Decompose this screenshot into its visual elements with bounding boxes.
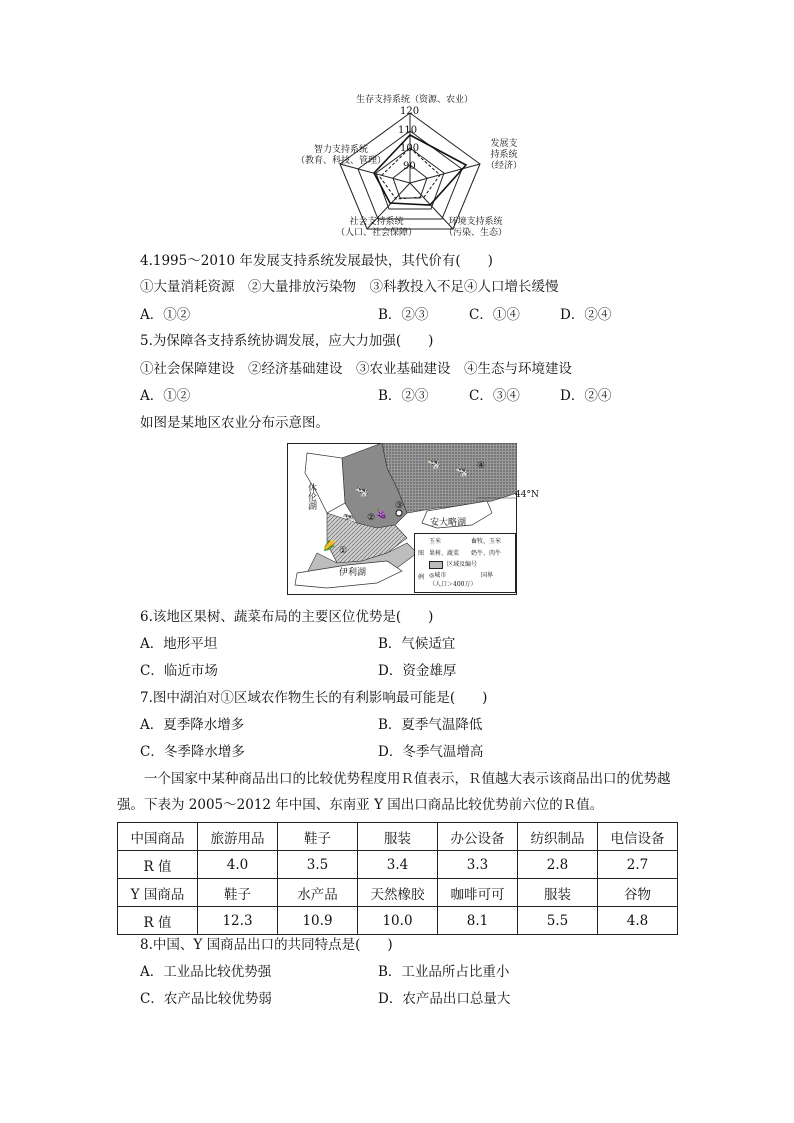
table-cell: 10.0 [358, 907, 438, 935]
q7-stem: 7.图中湖泊对①区域农作物生长的有利影响最可能是( ) [140, 690, 488, 706]
cow-icon: 🐄 [455, 465, 469, 478]
table-cell: 谷物 [598, 879, 678, 907]
q7-option-d[interactable]: D．冬季气温增高 [378, 744, 484, 760]
radar-tick-110: 110 [398, 125, 418, 136]
cow-icon: 🐄 [427, 457, 441, 470]
table-row [118, 823, 678, 851]
legend-title-2: 例 [418, 574, 425, 581]
map-lake-erie-label: 伊利湖 [339, 568, 367, 578]
table-cell: 8.1 [438, 907, 518, 935]
map-lake-huron-label: 休伦湖 [306, 483, 316, 510]
radar-tick-100: 100 [400, 143, 420, 154]
r-value-paragraph: 一个国家中某种商品出口的比较优势程度用Ｒ值表示，Ｒ值越大表示该商品出口的优势越强。下表为 2005～2012 年中国、东南亚 Y 国出口商品比较优势前六位的Ｒ值。 [117, 771, 671, 813]
legend-border: 国界 [481, 572, 494, 579]
q4-option-d[interactable]: D．②④ [560, 307, 612, 323]
map-region-1-label: ① [339, 546, 348, 556]
table-cell: 3.5 [278, 851, 358, 879]
table-cell: 2.7 [598, 851, 678, 879]
map-lake-ontario-label: 安大略湖 [430, 518, 467, 528]
radar-label-intellect [296, 145, 386, 167]
q8-option-c[interactable]: C．农产品比较优势弱 [140, 991, 272, 1007]
table-row [118, 879, 678, 907]
cow-icon: 🐄 [355, 485, 369, 498]
table-cell: Y 国商品 [118, 879, 198, 907]
q4-option-a[interactable]: A．①② [140, 307, 191, 323]
table-cell: 4.0 [198, 851, 278, 879]
map-legend [414, 533, 516, 593]
q6-option-d[interactable]: D．资金雄厚 [378, 663, 457, 679]
legend-title-1: 图 [418, 550, 425, 557]
q6-option-b[interactable]: B．气候适宜 [378, 636, 456, 652]
map-latitude-label: 44°N [515, 490, 539, 500]
radar-label-development [486, 139, 522, 172]
fruit-icon: 🍇 [375, 509, 388, 520]
legend-city-note: （人口＞400万） [429, 581, 477, 588]
table-cell: 12.3 [198, 907, 278, 935]
radar-label-development-line1: 发展支 [490, 139, 518, 149]
legend-fruit-veg: 果树、蔬菜 [429, 550, 460, 557]
table-cell: 3.4 [358, 851, 438, 879]
q6-stem: 6.该地区果树、蔬菜布局的主要区位优势是( ) [140, 609, 434, 625]
agriculture-map [287, 443, 539, 595]
table-cell: 天然橡胶 [358, 879, 438, 907]
q4-option-c[interactable]: C．①④ [469, 307, 520, 323]
radar-label-survival: 生存支持系统（资源、农业） [356, 95, 474, 105]
q4-option-b[interactable]: B．②③ [378, 307, 429, 323]
table-row [118, 851, 678, 879]
table-cell: 鞋子 [278, 823, 358, 851]
q5-option-b[interactable]: B．②③ [378, 388, 429, 404]
q6-option-a[interactable]: A．地形平坦 [140, 636, 218, 652]
radar-label-environment-line1: 环境支持系统 [448, 217, 503, 227]
table-row [118, 907, 678, 935]
legend-corn: 玉米 [429, 538, 442, 545]
q7-option-c[interactable]: C．冬季降水增多 [140, 744, 245, 760]
radar-label-environment [444, 217, 507, 239]
legend-region-swatch [429, 561, 443, 569]
table-cell: 服装 [358, 823, 438, 851]
q8-option-a[interactable]: A．工业品比较优势强 [140, 964, 272, 980]
q5-stem: 5.为保障各支持系统协调发展，应大力加强( ) [140, 333, 434, 349]
radar-chart [290, 93, 530, 243]
q6-option-c[interactable]: C．临近市场 [140, 663, 218, 679]
table-cell: 电信设备 [598, 823, 678, 851]
legend-city: ◎城市 [429, 572, 447, 579]
cow-icon: 🐄 [342, 513, 355, 524]
table-cell: R 值 [118, 851, 198, 879]
radar-label-intellect-line1: 智力支持系统 [314, 145, 369, 155]
corn-icon: 🌽 [323, 541, 336, 552]
q5-option-c[interactable]: C．③④ [469, 388, 520, 404]
legend-dairy-meat: 奶牛、肉牛 [471, 550, 502, 557]
radar-label-intellect-line2: （教育、科技、管理） [296, 156, 387, 166]
radar-tick-120: 120 [400, 106, 420, 117]
map-region-4-label: ④ [477, 461, 486, 471]
map-region-2-label: ② [367, 513, 376, 523]
table-cell: 鞋子 [198, 879, 278, 907]
q5-option-a[interactable]: A．①② [140, 388, 191, 404]
table-cell: 旅游用品 [198, 823, 278, 851]
q5-items: ①社会保障建设 ②经济基础建设 ③农业基础建设 ④生态与环境建设 [140, 361, 572, 377]
table-cell: 4.8 [598, 907, 678, 935]
q7-option-a[interactable]: A．夏季降水增多 [140, 717, 245, 733]
map-intro: 如图是某地区农业分布示意图。 [140, 415, 329, 431]
q4-stem: 4.1995～2010 年发展支持系统发展最快，其代价有( ) [140, 253, 493, 269]
map-region-3-label: ③ [395, 501, 404, 511]
table-cell: 2.8 [518, 851, 598, 879]
radar-label-society-line2: （人口、社会保障） [336, 228, 418, 238]
q8-stem: 8.中国、Y 国商品出口的共同特点是( ) [140, 937, 393, 953]
radar-tick-90: 90 [403, 161, 416, 172]
radar-label-development-line2: 持系统 [490, 150, 518, 160]
radar-label-development-line3: （经济） [486, 161, 523, 171]
table-cell: 水产品 [278, 879, 358, 907]
q7-option-b[interactable]: B．夏季气温降低 [378, 717, 483, 733]
radar-label-society [336, 217, 417, 239]
table-cell: 纺织制品 [518, 823, 598, 851]
table-cell: 咖啡可可 [438, 879, 518, 907]
table-cell: 10.9 [278, 907, 358, 935]
table-cell: R 值 [118, 907, 198, 935]
table-cell: 中国商品 [118, 823, 198, 851]
q8-option-d[interactable]: D．农产品出口总量大 [378, 991, 511, 1007]
legend-livestock-corn: 畜牧、玉米 [471, 538, 502, 545]
q4-items: ①大量消耗资源 ②大量排放污染物 ③科教投入不足④人口增长缓慢 [140, 279, 559, 295]
table-cell: 3.3 [438, 851, 518, 879]
table-cell: 5.5 [518, 907, 598, 935]
r-value-table [117, 822, 678, 935]
radar-label-environment-line2: （污染、生态） [444, 228, 508, 238]
table-cell: 办公设备 [438, 823, 518, 851]
radar-label-society-line1: 社会支持系统 [349, 217, 404, 227]
q5-option-d[interactable]: D．②④ [560, 388, 612, 404]
table-cell: 服装 [518, 879, 598, 907]
q8-option-b[interactable]: B．工业品所占比重小 [378, 964, 510, 980]
legend-region-label: 区域及编号 [447, 561, 478, 568]
